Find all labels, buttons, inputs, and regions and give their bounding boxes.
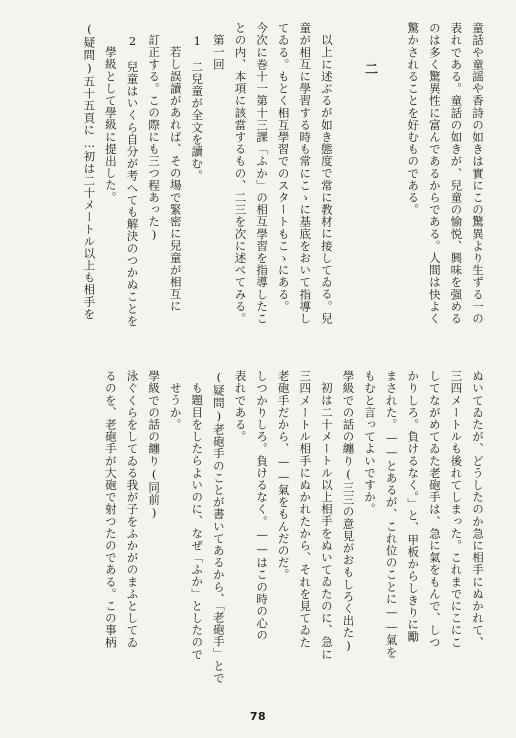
text-line: 表れである。	[233, 370, 248, 443]
lower-text-block	[99, 370, 488, 684]
section-numeral: 二	[362, 62, 378, 76]
list-item: 2 兒童はいくら自分が考へても解決のつかぬことを	[125, 34, 140, 327]
text-line: ぬいてゐたが、どうしたのか急に相手にぬかれて、	[471, 370, 485, 649]
text-line: 三四メートル相手にぬかれたから、それを見てゐた	[298, 370, 313, 649]
text-line: しつかりしろ。負けるなく。——はこの時の心の	[255, 370, 270, 642]
text-line: 三四メートルも後れてしまった。これまでにこにこ	[449, 370, 464, 649]
list-item: 1 二兒童が全文を讀む。	[190, 34, 205, 182]
list-item: 若し誤讀があれば、その場で緊密に兒童が相互に	[168, 46, 183, 313]
text-line: 初は二十メートル以上相手をぬいてゐたのに、急に	[319, 382, 334, 661]
text-line: 驚かされることを好むものである。	[406, 22, 421, 216]
text-line: 學級での話の纏り(同前)	[147, 370, 162, 521]
upper-text-block	[78, 22, 488, 338]
text-line: もむと言ってよいですか。	[363, 370, 378, 516]
list-item: 訂正する。この際にも三つ程あった)	[147, 34, 162, 243]
list-item: 學級として學級に提出した。	[103, 46, 118, 204]
text-line: てゐる。もとく相互學習でのスタートもこゝにある。	[276, 22, 291, 313]
page-number: 78	[249, 710, 267, 723]
session-heading: 第一回	[211, 34, 226, 71]
text-line: のは多く驚異性に富んであるからである。人間は快よく	[427, 22, 442, 325]
text-line: も題目をしたらよいのに、なぜ「ふか」としたので	[190, 382, 205, 661]
text-line: (疑問)老砲手のことが書いてあるから、「老砲手」とで	[211, 370, 226, 684]
text-line: 童が相互に學習する時も常にこゝに基底をおいて指導し	[298, 22, 313, 325]
text-line: 以上に述ぶるが如き態度で常に教材に接してゐる。兒	[319, 34, 334, 325]
text-line: せうか。	[168, 382, 183, 431]
list-item: (疑問)五十五頁に…初は二十メートル以上も相手を	[82, 22, 97, 320]
text-line: 泳ぐくらをしてゐる我が子をふかがのまふとしてゐ	[125, 370, 140, 649]
text-line: 表れである。童話の如きが、兒童の愉悦、興味を强める	[449, 22, 464, 325]
text-line: してながめてゐた老砲手は、急に氣をもんで、しつ	[427, 370, 442, 649]
text-line: 童話や童謡や香詩の如きは實にこの驚異より生ずる一の	[471, 22, 485, 325]
text-line: 老砲手だから、——氣をもんだのだ。	[276, 370, 291, 581]
text-line: るのを、老砲手が大砲で射つたのである。この事柄	[103, 370, 118, 649]
spacer	[337, 22, 359, 338]
text-line: まされた。——とあるが、これ位のことに——氣を	[384, 370, 399, 659]
text-line: かりしろ。負けるなく。」と、甲板からしきりに勵	[406, 370, 421, 643]
text-line: 學級での話の纏り(三三の意見がおもしろく出た)	[341, 370, 356, 654]
text-line: 今次に巻十一第十三課「ふか」の相互學習を指導したこ	[255, 22, 270, 325]
spacer	[380, 22, 402, 338]
text-line: との内、本項に該當するもの、二三を次に述べてみる。	[233, 22, 248, 325]
